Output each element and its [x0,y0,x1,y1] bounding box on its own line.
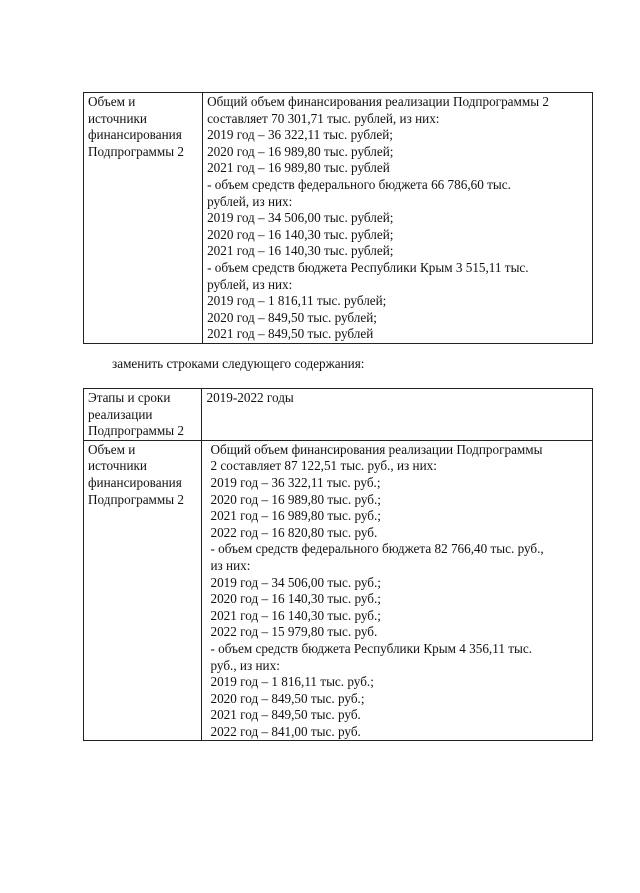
content-line: рублей, из них: [207,276,293,292]
content-line: - объем средств федерального бюджета 66 786,60 тыс. [207,176,511,192]
label-line: Подпрограммы 2 [88,143,184,159]
content-line: 2019 год – 34 506,00 тыс. рублей; [207,210,394,226]
stages-row [84,389,593,441]
content-line: 2019-2022 годы [206,390,294,405]
financing-row [84,93,593,344]
label-line: Подпрограммы 2 [88,491,184,507]
label-line: Объем и [88,441,136,457]
content-line: 2021 год – 16 140,30 тыс. рублей; [207,243,394,259]
stages-label-cell [84,389,202,441]
content-line: из них: [210,557,251,573]
label-line: финансирования [88,474,182,490]
financing-label-cell [84,93,203,344]
content-line: 2019 год – 36 322,11 тыс. рублей; [207,127,393,143]
content-line: 2019 год – 34 506,00 тыс. руб.; [210,574,381,590]
content-line: 2021 год – 849,50 тыс. рублей [207,326,374,342]
content-line: 2022 год – 16 820,80 тыс. руб. [210,524,378,540]
new-financing-table [83,388,593,741]
label-line: финансирования [88,127,182,143]
financing-row [84,440,593,741]
content-line: - объем средств бюджета Республики Крым 3 515,11 тыс. [207,259,529,275]
label-line: источники [88,110,147,126]
content-line: 2020 год – 16 989,80 тыс. руб.; [210,491,381,507]
content-line: 2020 год – 849,50 тыс. рублей; [207,309,377,325]
content-line: 2020 год – 16 989,80 тыс. рублей; [207,143,394,159]
content-line: Общий объем финансирования реализации Подпрограммы [210,441,543,457]
financing-content-cell [203,93,593,344]
label-line: реализации [88,406,153,422]
content-line: рублей, из них: [207,193,293,209]
content-line: Общий объем финансирования реализации Подпрограммы 2 [207,94,549,109]
content-line: 2021 год – 16 989,80 тыс. руб.; [210,508,381,524]
content-line: 2019 год – 1 816,11 тыс. рублей; [207,293,387,309]
replacement-instruction: заменить строками следующего содержания: [112,356,365,371]
label-line: источники [88,458,147,474]
financing-content-cell [202,440,593,741]
financing-label-cell [84,440,202,741]
label-line: Подпрограммы 2 [88,423,184,439]
content-line: 2020 год – 16 140,30 тыс. руб.; [210,591,381,607]
content-line: 2021 год – 16 989,80 тыс. рублей [207,160,390,176]
label-line: Этапы и сроки [88,390,171,405]
content-line: руб., из них: [210,657,280,673]
current-financing-table [83,92,593,344]
label-line: Объем и [88,94,136,109]
content-line: 2021 год – 16 140,30 тыс. руб.; [210,607,381,623]
content-line: 2020 год – 16 140,30 тыс. рублей; [207,226,394,242]
content-line: 2022 год – 15 979,80 тыс. руб. [210,624,378,640]
content-line: - объем средств бюджета Республики Крым 4 356,11 тыс. [210,640,532,656]
content-line: 2021 год – 849,50 тыс. руб. [210,707,361,723]
content-line: - объем средств федерального бюджета 82 766,40 тыс. руб., [210,541,544,557]
content-line: 2022 год – 841,00 тыс. руб. [210,723,361,739]
content-line: составляет 70 301,71 тыс. рублей, из них: [207,110,440,126]
content-line: 2020 год – 849,50 тыс. руб.; [210,690,365,706]
content-line: 2 составляет 87 122,51 тыс. руб., из них: [210,458,437,474]
stages-content-cell [202,389,593,441]
content-line: 2019 год – 36 322,11 тыс. руб.; [210,474,381,490]
content-line: 2019 год – 1 816,11 тыс. руб.; [210,674,374,690]
